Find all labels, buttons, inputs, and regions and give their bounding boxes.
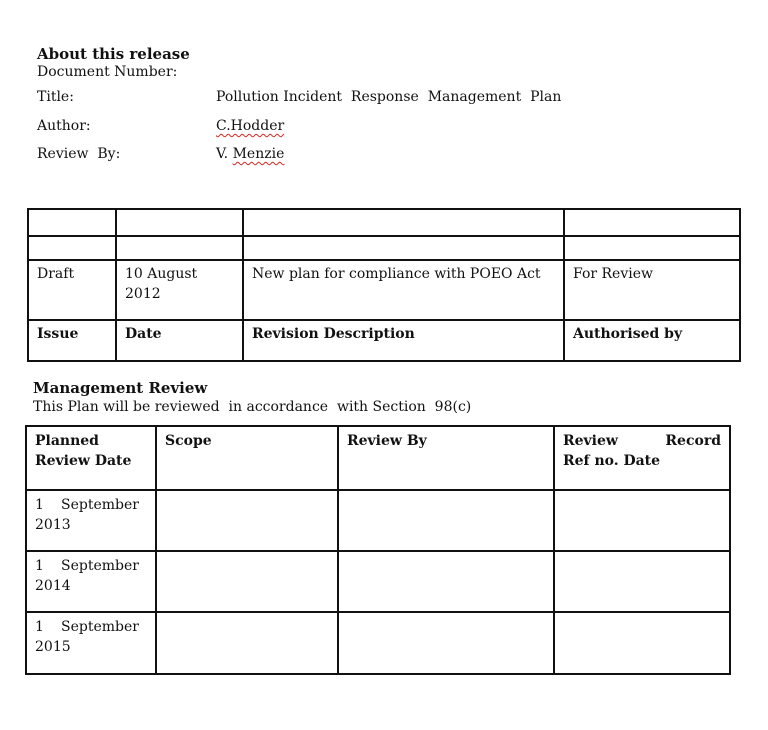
planned-date-month: September (61, 619, 139, 635)
planned-date-cell (26, 612, 156, 674)
scope-cell (156, 612, 338, 674)
review-by-value: V. Menzie (216, 146, 285, 162)
planned-date-cell (26, 490, 156, 551)
author-value: C.Hodder (216, 118, 285, 134)
date-header: Date (116, 320, 243, 361)
table-row (28, 260, 740, 320)
revision-description-cell: New plan for compliance with POEO Act (243, 260, 564, 320)
about-heading: About this release (37, 45, 190, 63)
planned-date-month: September (61, 497, 139, 513)
management-review-subheading: This Plan will be reviewed in accordance with Section 98(c) (33, 399, 472, 415)
table-row (28, 236, 740, 260)
table-cell (116, 236, 243, 260)
management-review-table (25, 425, 731, 675)
table-header-row (28, 320, 740, 361)
table-header-row (26, 426, 730, 490)
table-row (28, 209, 740, 236)
title-value: Pollution Incident Response Management Plan (216, 89, 562, 105)
record-cell (554, 612, 730, 674)
scope-header: Scope (156, 426, 338, 490)
planned-date-day: 1 (35, 619, 44, 635)
planned-date-day: 1 (35, 558, 44, 574)
authorised-by-cell: For Review (564, 260, 740, 320)
title-label: Title: (37, 89, 74, 105)
review-by-label: Review By: (37, 146, 121, 162)
revision-description-header: Revision Description (243, 320, 564, 361)
authorised-by-header: Authorised by (564, 320, 740, 361)
record-header-line2: Ref no. Date (563, 453, 661, 469)
planned-date-cell (26, 551, 156, 612)
table-cell (28, 209, 116, 236)
record-header-line1 (563, 431, 721, 451)
release-table (27, 208, 741, 362)
table-row (26, 551, 730, 612)
table-cell (564, 236, 740, 260)
planned-review-date-line1: Planned (35, 433, 99, 449)
table-row (26, 490, 730, 551)
planned-date-day: 1 (35, 497, 44, 513)
planned-date-year: 2014 (35, 578, 71, 594)
planned-date-year: 2013 (35, 517, 71, 533)
table-cell (116, 209, 243, 236)
table-row (26, 612, 730, 674)
record-cell (554, 490, 730, 551)
review-by-cell (338, 551, 554, 612)
planned-date-line1 (35, 556, 147, 576)
review-by-cell (338, 612, 554, 674)
review-by-surname: Menzie (232, 146, 285, 162)
record-header (554, 426, 730, 490)
record-header-word2: Record (665, 433, 721, 449)
issue-header: Issue (28, 320, 116, 361)
scope-cell (156, 490, 338, 551)
author-label: Author: (37, 118, 91, 134)
review-by-header: Review By (338, 426, 554, 490)
document-number-label: Document Number: (37, 64, 178, 80)
planned-date-line1 (35, 495, 147, 515)
table-cell (564, 209, 740, 236)
table-cell (243, 236, 564, 260)
planned-date-month: September (61, 558, 139, 574)
table-cell (243, 209, 564, 236)
scope-cell (156, 551, 338, 612)
planned-review-date-header (26, 426, 156, 490)
planned-date-line1 (35, 617, 147, 637)
planned-date-year: 2015 (35, 639, 71, 655)
review-by-cell (338, 490, 554, 551)
record-header-word1: Review (563, 433, 618, 449)
management-review-heading: Management Review (33, 379, 208, 397)
table-cell (28, 236, 116, 260)
issue-cell: Draft (28, 260, 116, 320)
record-cell (554, 551, 730, 612)
date-cell: 10 August 2012 (116, 260, 243, 320)
planned-review-date-line2: Review Date (35, 453, 132, 469)
